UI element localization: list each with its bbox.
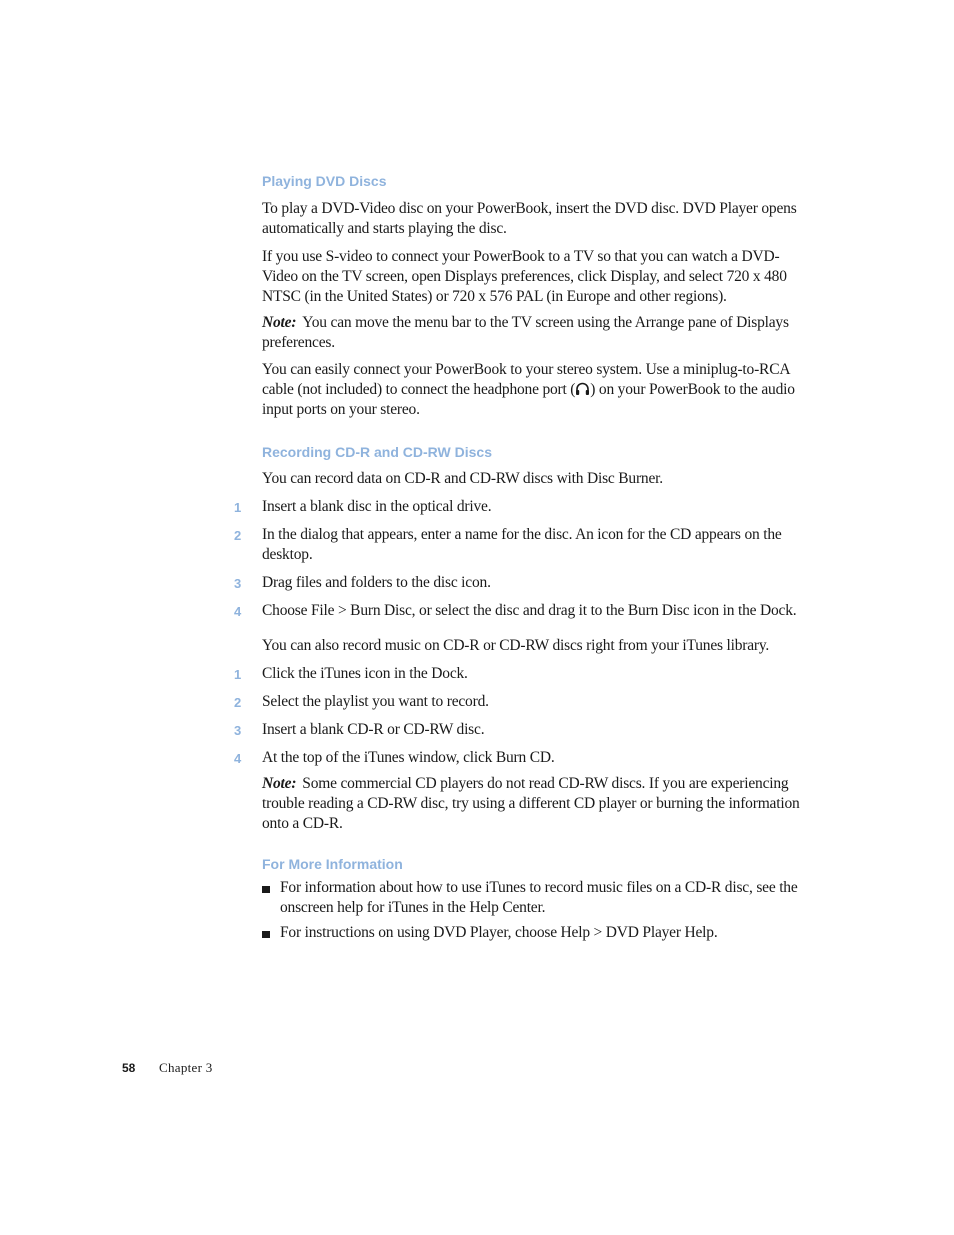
note-menu-bar (262, 313, 807, 353)
bullet-icon (262, 886, 270, 893)
note-text: Some commercial CD players do not read CD-RW discs. If you are experiencing trouble reading a CD-RW disc, try using a different CD player or burning the information onto a CD-R. (262, 775, 800, 832)
page-number: 58 (122, 1061, 136, 1075)
note-text: You can move the menu bar to the TV screen using the Arrange pane of Displays preferences. (262, 314, 789, 351)
step-text: In the dialog that appears, enter a name for the disc. An icon for the CD appears on the desktop. (262, 526, 782, 563)
step-text: Insert a blank disc in the optical drive. (262, 498, 492, 515)
step-number: 3 (234, 723, 242, 738)
stereo-text-after: ) on your PowerBook to the audio input ports on your stereo. (262, 381, 795, 418)
step-number: 2 (234, 528, 242, 543)
chapter-label: Chapter 3 (159, 1060, 213, 1075)
stereo-text-before: You can easily connect your PowerBook to your stereo system. Use a miniplug-to-RCA cable (not included) to connect the headphone port ( (262, 361, 790, 398)
step-number: 2 (234, 695, 242, 710)
note-label: Note: (262, 775, 297, 792)
paragraph-s-video: If you use S-video to connect your PowerBook to a TV so that you can watch a DVD-Video on the TV screen, open Displays preferences, click Display, and select 720 x 480 NTSC (in the United States) or 720 x 576 PAL (in Europe and other regions). (262, 248, 787, 305)
step-number: 4 (234, 604, 242, 619)
step-text: Choose File > Burn Disc, or select the disc and drag it to the Burn Disc icon in the Dock. (262, 602, 797, 619)
paragraph-play-dvd: To play a DVD-Video disc on your PowerBook, insert the DVD disc. DVD Player opens automatically and starts playing the disc. (262, 200, 797, 237)
bullet-item: For information about how to use iTunes to record music files on a CD-R disc, see the onscreen help for iTunes in the Help Center. (280, 879, 798, 916)
step-text: Drag files and folders to the disc icon. (262, 574, 491, 591)
step-number: 1 (234, 667, 242, 682)
section-heading-recording: Recording CD-R and CD-RW Discs (262, 444, 492, 460)
paragraph-recording-intro: You can record data on CD-R and CD-RW discs with Disc Burner. (262, 470, 663, 487)
step-text: Select the playlist you want to record. (262, 693, 489, 710)
step-text: Click the iTunes icon in the Dock. (262, 665, 468, 682)
step-text: Insert a blank CD-R or CD-RW disc. (262, 721, 485, 738)
headphone-icon (575, 382, 590, 396)
note-cd-rw (262, 774, 807, 834)
bullet-icon (262, 931, 270, 938)
step-text: At the top of the iTunes window, click Burn CD. (262, 749, 555, 766)
bullet-item: For instructions on using DVD Player, choose Help > DVD Player Help. (280, 924, 718, 941)
section-heading-more-info: For More Information (262, 856, 403, 872)
section-heading-playing-dvd: Playing DVD Discs (262, 173, 387, 189)
paragraph-stereo (262, 360, 807, 420)
paragraph-recording-music-intro: You can also record music on CD-R or CD-RW discs right from your iTunes library. (262, 637, 770, 654)
step-number: 3 (234, 576, 242, 591)
step-number: 1 (234, 500, 242, 515)
step-number: 4 (234, 751, 242, 766)
note-label: Note: (262, 314, 297, 331)
